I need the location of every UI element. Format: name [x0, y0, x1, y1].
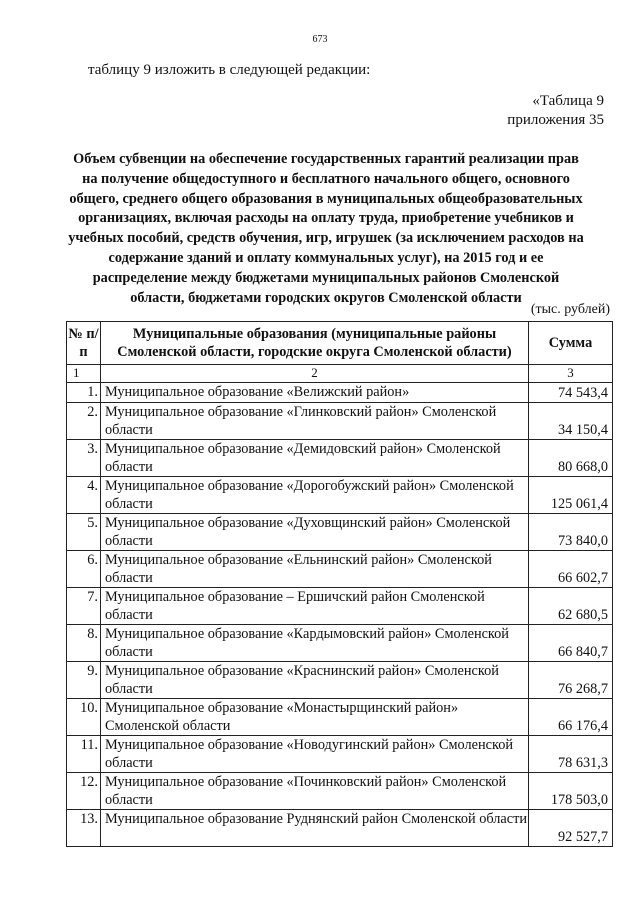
table-row [67, 588, 613, 625]
row-sum: 78 631,3 [529, 736, 613, 773]
table-row [67, 383, 613, 403]
row-number: 4. [67, 477, 101, 514]
title-line: содержание зданий и оплату коммунальных услуг), на 2015 год и ее [108, 249, 544, 266]
table-row [67, 736, 613, 773]
table-row [67, 440, 613, 477]
row-sum: 74 543,4 [529, 383, 613, 403]
row-sum: 92 527,7 [529, 810, 613, 847]
table-row [67, 551, 613, 588]
row-sum: 66 840,7 [529, 625, 613, 662]
row-municipality: Муниципальное образование «Новодугинский район» Смоленской области [101, 736, 529, 773]
table-row [67, 662, 613, 699]
table-row [67, 477, 613, 514]
title-line: организациях, включая расходы на оплату труда, приобретение учебников и [78, 210, 574, 227]
row-sum: 76 268,7 [529, 662, 613, 699]
title-line: учебных пособий, средств обучения, игр, игрушек (за исключением расходов на [68, 230, 584, 247]
row-number: 7. [67, 588, 101, 625]
row-number: 8. [67, 625, 101, 662]
row-sum: 66 602,7 [529, 551, 613, 588]
table-row [67, 625, 613, 662]
title-line: общего, среднего общего образования в муниципальных общеобразовательных [69, 190, 583, 207]
row-number: 10. [67, 699, 101, 736]
row-sum: 73 840,0 [529, 514, 613, 551]
column-index-row [67, 365, 613, 383]
row-municipality: Муниципальное образование «Починковский район» Смоленской области [101, 773, 529, 810]
row-municipality: Муниципальное образование «Монастырщинский район» Смоленской области [101, 699, 529, 736]
row-sum: 66 176,4 [529, 699, 613, 736]
header-sum: Сумма [529, 322, 613, 365]
document-title [40, 150, 612, 308]
table-row [67, 810, 613, 847]
header-number: № п/п [67, 322, 101, 365]
table-reference [507, 92, 604, 130]
table-row [67, 403, 613, 440]
units-label: (тыс. рублей) [530, 302, 610, 317]
row-sum: 178 503,0 [529, 773, 613, 810]
row-number: 6. [67, 551, 101, 588]
title-line: распределение между бюджетами муниципальных районов Смоленской [92, 269, 560, 286]
row-number: 12. [67, 773, 101, 810]
row-number: 9. [67, 662, 101, 699]
reference-line-1: «Таблица 9 [532, 93, 604, 109]
reference-line-2: приложения 35 [507, 112, 604, 128]
column-index: 3 [529, 365, 613, 383]
intro-text: таблицу 9 изложить в следующей редакции: [88, 62, 371, 78]
row-municipality: Муниципальное образование «Кардымовский район» Смоленской области [101, 625, 529, 662]
table-row [67, 773, 613, 810]
row-municipality: Муниципальное образование «Демидовский район» Смоленской области [101, 440, 529, 477]
column-index: 1 [67, 365, 101, 383]
row-sum: 125 061,4 [529, 477, 613, 514]
row-municipality: Муниципальное образование «Ельнинский район» Смоленской области [101, 551, 529, 588]
row-number: 2. [67, 403, 101, 440]
header-municipality: Муниципальные образования (муниципальные районы Смоленской области, городские округа Смоленской области) [101, 322, 529, 365]
row-number: 1. [67, 383, 101, 403]
row-number: 11. [67, 736, 101, 773]
row-municipality: Муниципальное образование Руднянский район Смоленской области [101, 810, 529, 847]
table-header-row [67, 322, 613, 365]
table-row [67, 514, 613, 551]
row-municipality: Муниципальное образование – Ершичский район Смоленской области [101, 588, 529, 625]
title-line: Объем субвенции на обеспечение государственных гарантий реализации прав [73, 151, 579, 167]
row-municipality: Муниципальное образование «Велижский район» [101, 383, 529, 403]
row-municipality: Муниципальное образование «Глинковский район» Смоленской области [101, 403, 529, 440]
column-index: 2 [101, 365, 529, 383]
title-line: области, бюджетами городских округов Смоленской области [130, 289, 522, 306]
subvention-table [66, 321, 613, 847]
row-number: 5. [67, 514, 101, 551]
row-municipality: Муниципальное образование «Дорогобужский район» Смоленской области [101, 477, 529, 514]
row-municipality: Муниципальное образование «Духовщинский район» Смоленской области [101, 514, 529, 551]
row-sum: 34 150,4 [529, 403, 613, 440]
row-number: 3. [67, 440, 101, 477]
title-line: на получение общедоступного и бесплатного начального общего, основного [82, 170, 570, 187]
row-municipality: Муниципальное образование «Краснинский район» Смоленской области [101, 662, 529, 699]
page-number: 673 [312, 34, 328, 45]
table-row [67, 699, 613, 736]
row-sum: 80 668,0 [529, 440, 613, 477]
row-number: 13. [67, 810, 101, 847]
row-sum: 62 680,5 [529, 588, 613, 625]
